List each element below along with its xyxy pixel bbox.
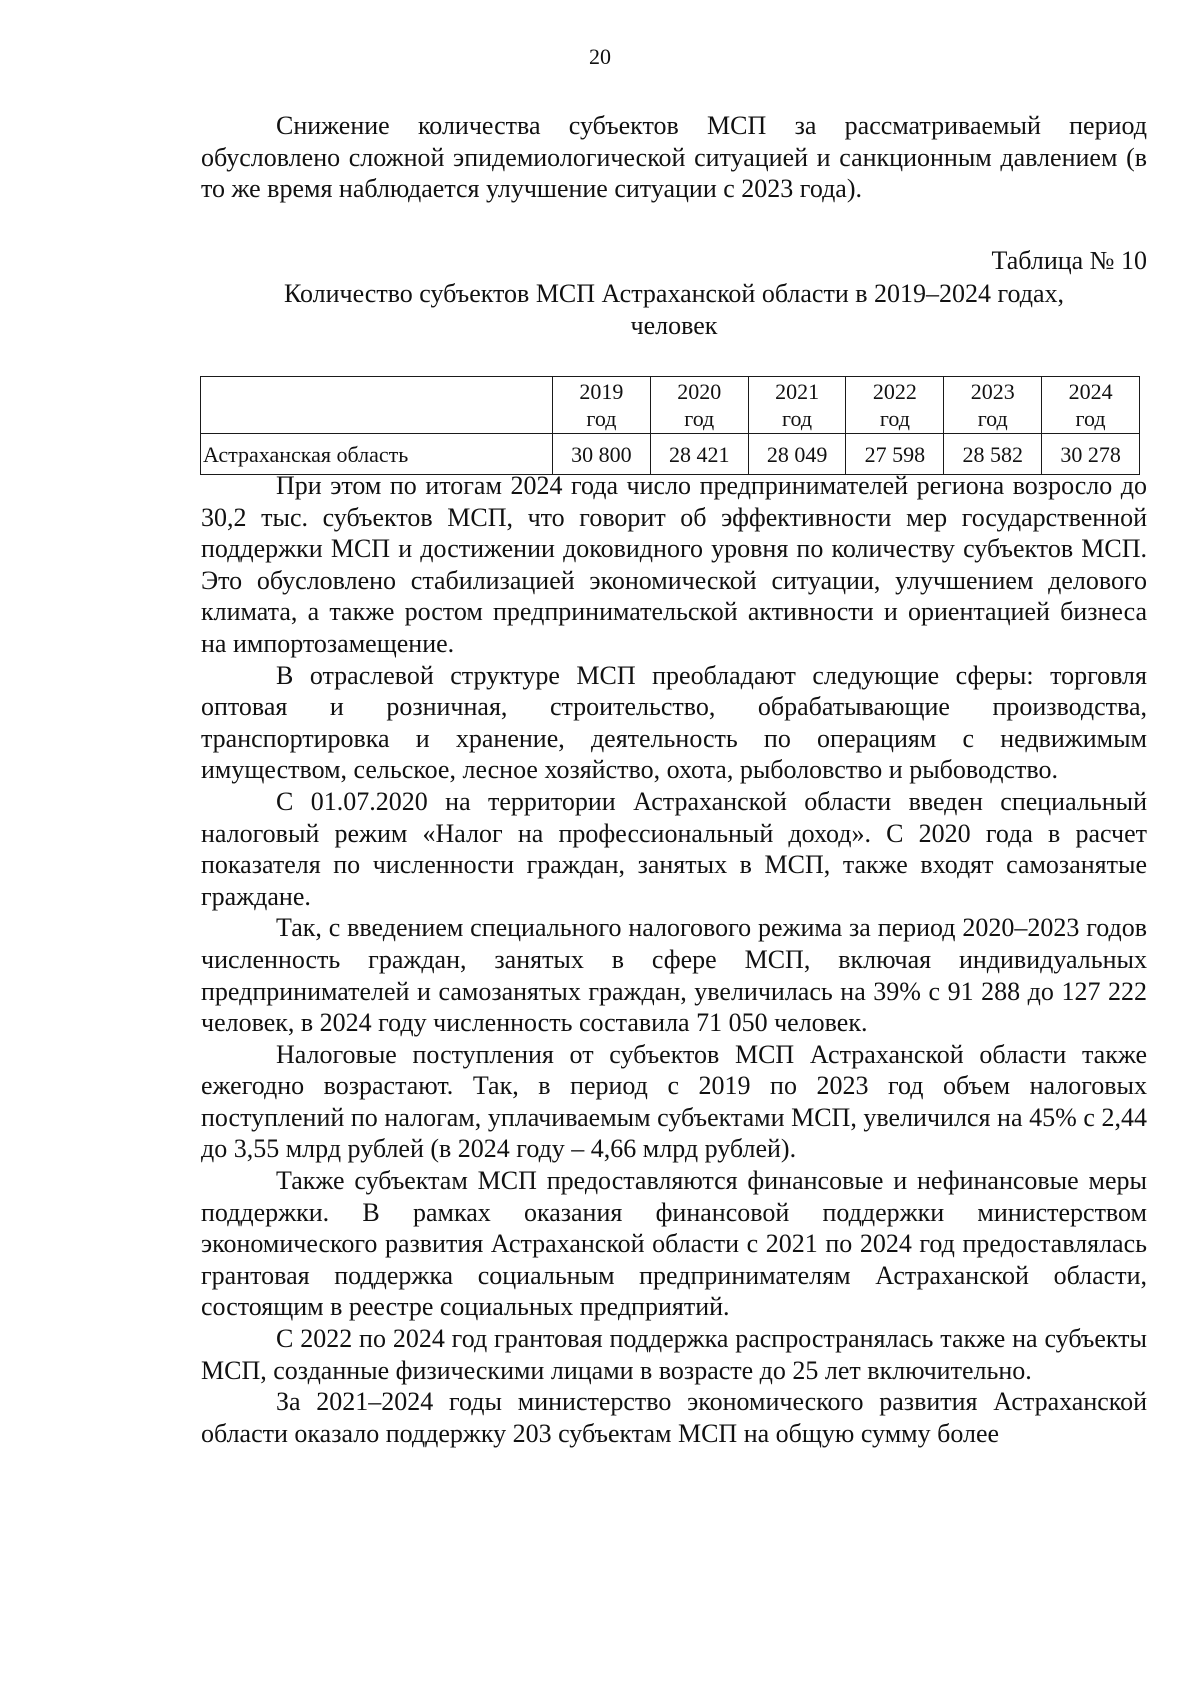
table-row <box>201 434 1140 475</box>
table-caption <box>201 278 1147 342</box>
body-paragraph: Налоговые поступления от субъектов МСП Астраханской области также ежегодно возрастают. Так, в период с 2019 по 2023 год объем налоговых поступлений по налогам, уплачиваемым субъектами МСП, увеличился на 45% с 2,44 до 3,55 млрд рублей (в 2024 году – 4,66 млрд рублей). <box>201 1039 1147 1164</box>
table-header-row <box>201 377 1140 434</box>
intro-paragraph: Снижение количества субъектов МСП за рассматриваемый период обусловлено сложной эпидемиологической ситуацией и санкционным давлением (в то же время наблюдается улучшение ситуации с 2023 года). <box>201 111 1147 204</box>
header-year-cell <box>553 377 651 434</box>
body-paragraph: Так, с введением специального налогового режима за период 2020–2023 годов численность граждан, занятых в сфере МСП, включая индивидуальных предпринимателей и самозанятых граждан, увеличилась на 39% с 91 288 до 127 222 человек, в 2024 году численность составила 71 050 человек. <box>201 913 1147 1038</box>
page-number: 20 <box>589 44 611 69</box>
body-paragraph: С 2022 по 2024 год грантовая поддержка распространялась также на субъекты МСП, созданные физическими лицами в возрасте до 25 лет включительно. <box>201 1324 1147 1385</box>
table-caption-line-2: человек <box>630 311 718 340</box>
header-year: 2019 <box>579 379 624 404</box>
header-year-unit: год <box>1075 406 1106 431</box>
header-year: 2022 <box>872 379 917 404</box>
body-paragraph: Также субъектам МСП предоставляются финансовые и нефинансовые меры поддержки. В рамках оказания финансовой поддержки министерством экономического развития Астраханской области с 2021 по 2024 год предоставлялась грантовая поддержка социальным предпринимателям Астраханской области, состоящим в реестре социальных предприятий. <box>201 1166 1147 1322</box>
header-year: 2020 <box>677 379 722 404</box>
header-year: 2023 <box>970 379 1015 404</box>
header-year-cell <box>944 377 1042 434</box>
header-year: 2024 <box>1068 379 1113 404</box>
table-label: Таблица № 10 <box>991 246 1147 275</box>
header-year-unit: год <box>586 406 617 431</box>
body-paragraph: В отраслевой структуре МСП преобладают следующие сферы: торговля оптовая и розничная, строительство, обрабатывающие производства, транспортировка и хранение, деятельность по операциям с недвижимым имуществом, сельское, лесное хозяйство, охота, рыболовство и рыбоводство. <box>201 660 1147 785</box>
body-paragraph: За 2021–2024 годы министерство экономического развития Астраханской области оказало поддержку 203 субъектам МСП на общую сумму более <box>201 1387 1147 1448</box>
header-year: 2021 <box>775 379 820 404</box>
header-year-unit: год <box>782 406 813 431</box>
region-name-cell: Астраханская область <box>201 434 553 475</box>
value-cell: 30 278 <box>1042 434 1140 475</box>
value-cell: 28 049 <box>748 434 846 475</box>
value-cell: 27 598 <box>846 434 944 475</box>
header-year-unit: год <box>879 406 910 431</box>
msp-count-table <box>200 376 1140 475</box>
value-cell: 30 800 <box>553 434 651 475</box>
header-year-unit: год <box>977 406 1008 431</box>
header-year-cell <box>846 377 944 434</box>
body-paragraph: При этом по итогам 2024 года число предпринимателей региона возросло до 30,2 тыс. субъектов МСП, что говорит об эффективности мер государственной поддержки МСП и достижении доковидного уровня по количеству субъектов МСП. Это обусловлено стабилизацией экономической ситуации, улучшением делового климата, а также ростом предпринимательской активности и ориентацией бизнеса на импортозамещение. <box>201 471 1147 658</box>
body-text <box>201 470 1147 1449</box>
header-year-cell <box>748 377 846 434</box>
value-cell: 28 582 <box>944 434 1042 475</box>
intro-block <box>201 110 1147 205</box>
header-year-cell <box>650 377 748 434</box>
header-year-cell <box>1042 377 1140 434</box>
header-region-cell <box>201 377 553 434</box>
body-paragraph: С 01.07.2020 на территории Астраханской области введен специальный налоговый режим «Налог на профессиональный доход». С 2020 года в расчет показателя по численности граждан, занятых в МСП, также входят самозанятые граждане. <box>201 786 1147 911</box>
header-year-unit: год <box>684 406 715 431</box>
table-caption-line-1: Количество субъектов МСП Астраханской области в 2019–2024 годах, <box>283 279 1065 308</box>
value-cell: 28 421 <box>650 434 748 475</box>
